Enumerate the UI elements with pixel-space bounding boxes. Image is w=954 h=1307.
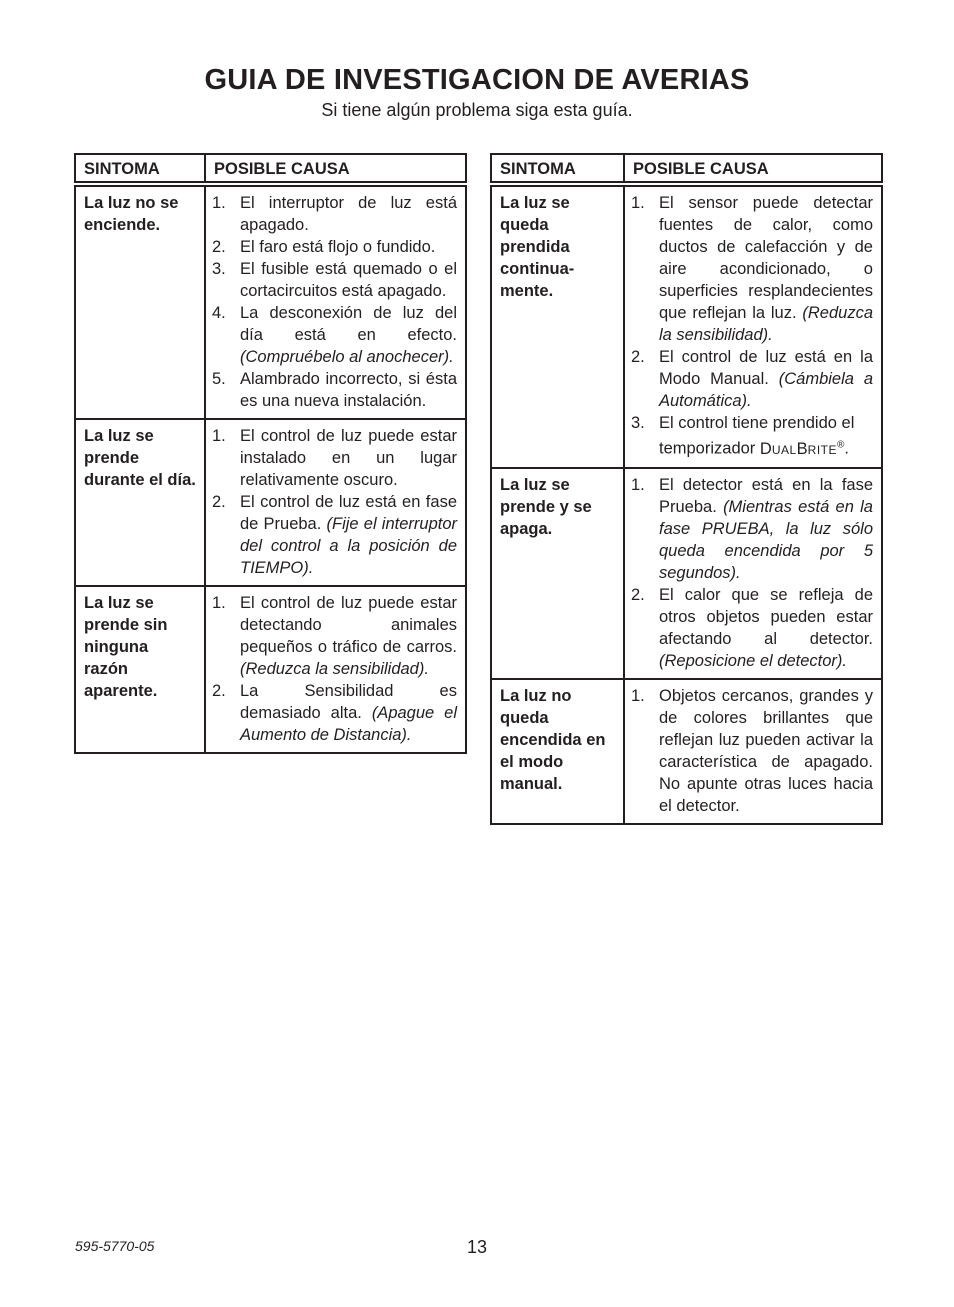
cause-item: 3. El fusible está quemado o el cortacircuitos está apagado. <box>212 260 457 300</box>
table-row <box>491 679 882 824</box>
column-header-symptom: SINTOMA <box>75 154 205 184</box>
cause-cell <box>205 586 466 753</box>
cause-list <box>631 474 873 672</box>
cause-cell <box>205 419 466 586</box>
cause-item: 3. El control tiene prendido el temporizador DUALBRITE®. <box>631 414 855 458</box>
cause-cell <box>624 679 882 824</box>
brand-name: DUALBRITE® <box>759 439 845 458</box>
cause-item: 1. El detector está en la fase Prueba. (Mientras está en la fase PRUEBA, la luz sólo queda encendida por 5 segundos). <box>631 475 873 582</box>
cause-item: 2. El control de luz está en fase de Prueba. (Fije el interruptor del control a la posición de TIEMPO). <box>212 493 457 577</box>
cause-item: 1. Objetos cercanos, grandes y de colores brillantes que reflejan luz pueden activar la característica de apagado. No apunte otras luces hacia el detector. <box>631 686 873 815</box>
table-row <box>491 184 882 468</box>
symptom-cell: La luz se prende y se apaga. <box>491 468 624 679</box>
symptom-cell: La luz no se enciende. <box>75 184 205 419</box>
column-header-cause: POSIBLE CAUSA <box>624 154 882 184</box>
symptom-cell: La luz se prende sin ninguna razón aparente. <box>75 586 205 753</box>
symptom-cell: La luz se queda prendida continua-mente. <box>491 184 624 468</box>
remedy-note: (Reduzca la sensibilidad). <box>659 304 873 344</box>
cause-cell <box>624 184 882 468</box>
remedy-note: (Compruébelo al anochecer). <box>240 348 454 366</box>
cause-item: 1. El sensor puede detectar fuentes de calor, como ductos de calefacción y de aire acondicionado, o superficies resplandecientes que reflejan la luz. (Reduzca la sensibilidad). <box>631 194 873 344</box>
column-header-cause: POSIBLE CAUSA <box>205 154 466 184</box>
table-row <box>75 184 466 419</box>
remedy-note: (Reposicione el detector). <box>659 651 848 670</box>
symptom-cell: La luz se prende durante el día. <box>75 419 205 586</box>
page-subtitle: Si tiene algún problema siga esta guía. <box>321 100 633 120</box>
table-row <box>75 586 466 753</box>
document-number: 595-5770-05 <box>75 1238 155 1254</box>
page-number: 13 <box>466 1237 488 1257</box>
registered-mark: ® <box>837 439 845 450</box>
troubleshooting-table-right <box>490 153 883 825</box>
symptom-cell: La luz no queda encendida en el modo manual. <box>491 679 624 824</box>
cause-item: 2. La Sensibilidad es demasiado alta. (Apague el Aumento de Distancia). <box>212 682 457 744</box>
cause-list <box>212 192 457 412</box>
table-row <box>491 468 882 679</box>
cause-cell <box>205 184 466 419</box>
remedy-note: (Cámbiela a Automática). <box>659 370 873 410</box>
cause-item: 2. El faro está flojo o fundido. <box>212 238 436 256</box>
cause-item: 2. El calor que se refleja de otros objetos pueden estar afectando al detector. (Reposicione el detector). <box>631 585 873 670</box>
cause-list <box>212 425 457 579</box>
remedy-note: (Fije el interruptor del control a la posición de TIEMPO). <box>240 515 457 577</box>
cause-item: 5. Alambrado incorrecto, si ésta es una nueva instalación. <box>212 370 457 410</box>
page-title: GUIA DE INVESTIGACION DE AVERIAS <box>204 64 750 96</box>
table-row <box>75 419 466 586</box>
column-header-symptom: SINTOMA <box>491 154 624 184</box>
cause-list <box>631 192 873 461</box>
remedy-note: (Apague el Aumento de Distancia). <box>240 704 457 744</box>
cause-item: 1. El interruptor de luz está apagado. <box>212 194 457 234</box>
cause-item: 1. El control de luz puede estar detectando animales pequeños o tráfico de carros. (Reduzca la sensibilidad). <box>212 594 457 678</box>
troubleshooting-table-left <box>74 153 467 754</box>
remedy-note: (Reduzca la sensibilidad). <box>240 660 429 678</box>
cause-list <box>631 685 873 817</box>
cause-list <box>212 592 457 746</box>
remedy-note: (Mientras está en la fase PRUEBA, la luz sólo queda encendida por 5 segundos). <box>659 497 873 582</box>
table-header-row <box>75 154 466 184</box>
cause-cell <box>624 468 882 679</box>
table-header-row <box>491 154 882 184</box>
cause-item: 4. La desconexión de luz del día está en efecto. (Compruébelo al anochecer). <box>212 304 457 366</box>
cause-item: 2. El control de luz está en la Modo Manual. (Cámbiela a Automática). <box>631 348 873 410</box>
cause-item: 1. El control de luz puede estar instalado en un lugar relativamente oscuro. <box>212 427 457 489</box>
